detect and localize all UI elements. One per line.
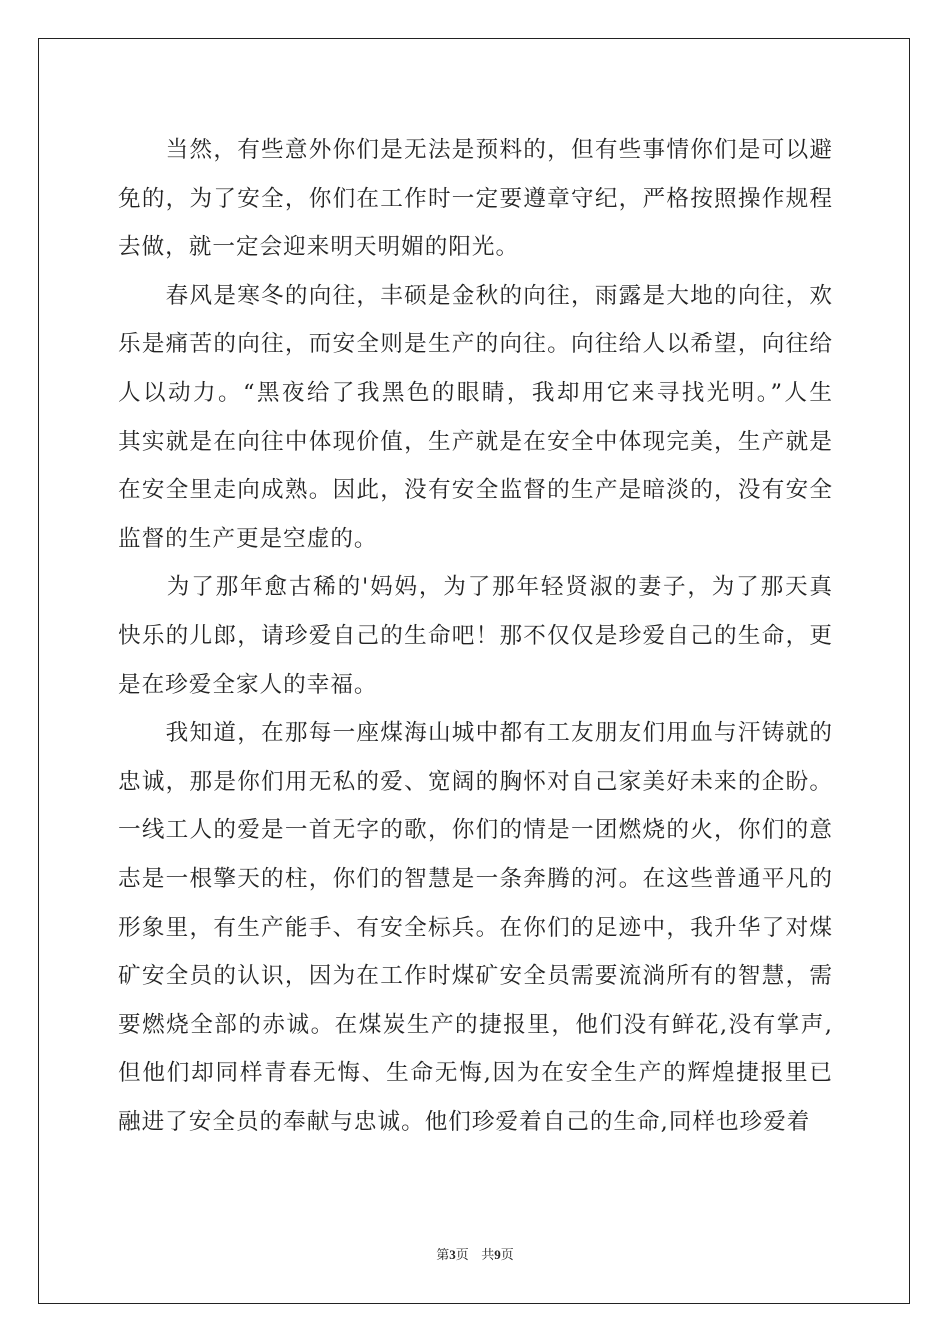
current-page-number: 3 [449, 1247, 456, 1262]
paragraph-line: 我知道，在那每一座煤海山城中都有工友朋友们用血与汗铸就的 [118, 720, 833, 747]
paragraph [118, 563, 833, 709]
paragraph-line: 但他们却同样青春无悔、生命无悔,因为在安全生产的辉煌捷报里已 [118, 1060, 833, 1087]
paragraph-line: 人以动力。“黑夜给了我黑色的眼睛，我却用它来寻找光明。”人生 [118, 379, 833, 406]
paragraph [118, 272, 833, 564]
footer-total-suffix: 页 [500, 1248, 514, 1263]
paragraph-line: 其实就是在向往中体现价值，生产就是在安全中体现完美，生产就是 [118, 428, 833, 455]
paragraph-line: 监督的生产更是空虚的。 [118, 525, 378, 552]
paragraph-line: 融进了安全员的奉献与忠诚。他们珍爱着自己的生命,同样也珍爱着 [118, 1108, 811, 1135]
paragraph-line: 春风是寒冬的向往，丰硕是金秋的向往，雨露是大地的向往，欢 [118, 282, 833, 309]
paragraph-line: 志是一根擎天的柱，你们的智慧是一条奔腾的河。在这些普通平凡的 [118, 865, 833, 892]
paragraph-line: 乐是痛苦的向往，而安全则是生产的向往。向往给人以希望，向往给 [118, 331, 833, 358]
paragraph-line: 快乐的儿郎，请珍爱自己的生命吧！那不仅仅是珍爱自己的生命，更 [118, 622, 833, 649]
paragraph-line: 忠诚，那是你们用无私的爱、宽阔的胸怀对自己家美好未来的企盼。 [118, 768, 833, 795]
paragraph [118, 709, 833, 1146]
paragraph-line: 当然，有些意外你们是无法是预料的，但有些事情你们是可以避 [118, 137, 833, 163]
paragraph-line: 一线工人的爱是一首无字的歌，你们的情是一团燃烧的火，你们的意 [118, 817, 833, 844]
paragraph-line: 免的，为了安全，你们在工作时一定要遵章守纪，严格按照操作规程 [118, 185, 833, 212]
paragraph-line: 在安全里走向成熟。因此，没有安全监督的生产是暗淡的，没有安全 [118, 477, 833, 504]
paragraph-line: 要燃烧全部的赤诚。在煤炭生产的捷报里，他们没有鲜花,没有掌声, [118, 1011, 833, 1038]
paragraph-line: 形象里，有生产能手、有安全标兵。在你们的足迹中，我升华了对煤 [118, 914, 833, 941]
page-footer [0, 1244, 950, 1263]
paragraph-line: 为了那年愈古稀的'妈妈，为了那年轻贤淑的妻子，为了那天真 [118, 574, 833, 601]
paragraph [118, 126, 833, 272]
paragraph-line: 是在珍爱全家人的幸福。 [118, 671, 378, 698]
footer-prefix: 第 [436, 1248, 450, 1263]
footer-page-suffix: 页 [455, 1248, 469, 1263]
paragraph-line: 去做，就一定会迎来明天明媚的阳光。 [118, 234, 520, 261]
paragraph-line: 矿安全员的认识，因为在工作时煤矿安全员需要流淌所有的智慧，需 [118, 963, 833, 990]
footer-total-prefix: 共 [481, 1248, 495, 1263]
total-page-count: 9 [494, 1247, 501, 1262]
document-body [118, 126, 833, 1146]
